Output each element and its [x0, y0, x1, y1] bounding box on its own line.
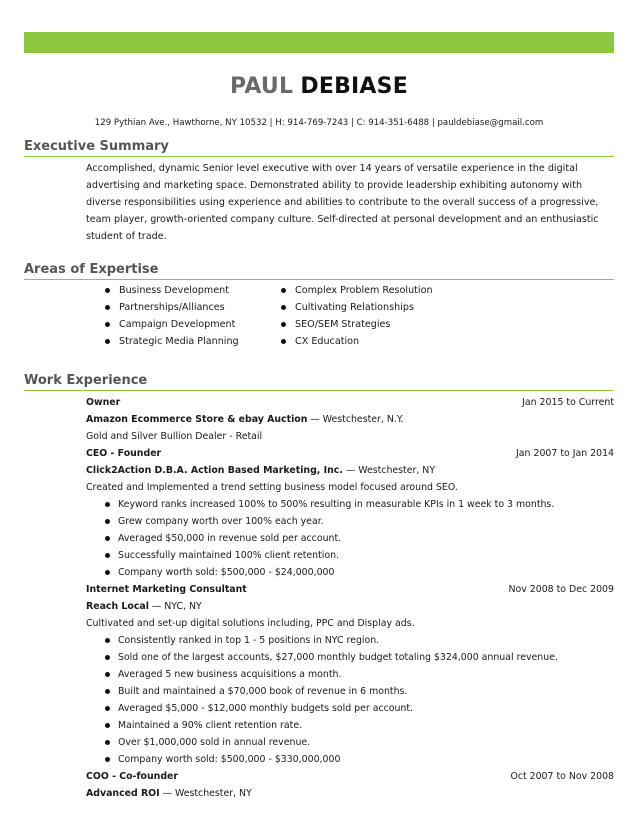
bullet-icon: [105, 672, 110, 677]
achievement-item: [105, 683, 614, 700]
job-company-row: [86, 598, 614, 615]
executive-summary: [86, 160, 612, 245]
bullet-icon: [105, 757, 110, 762]
bullet-icon: [105, 723, 110, 728]
bullet-icon: [105, 288, 110, 293]
achievement-text: Successfully maintained 100% client retention.: [118, 550, 340, 561]
company-location: NYC, NY: [164, 601, 202, 612]
bullet-icon: [281, 305, 286, 310]
achievement-item: [105, 700, 614, 717]
job-dates: Oct 2007 to Nov 2008: [510, 771, 614, 782]
achievement-text: Keyword ranks increased 100% to 500% resulting in measurable KPIs in 1 week to 3 months.: [118, 499, 555, 510]
company-name: Advanced ROI: [86, 788, 160, 799]
section-rule: [24, 279, 614, 280]
achievement-text: Maintained a 90% client retention rate.: [118, 720, 303, 731]
expertise-item: [105, 316, 239, 333]
section-title-summary: Executive Summary: [24, 139, 169, 154]
expertise-item: [281, 299, 433, 316]
job-title-row: [86, 768, 614, 785]
achievement-text: Consistently ranked in top 1 - 5 positions in NYC region.: [118, 635, 380, 646]
job-dates: Nov 2008 to Dec 2009: [508, 584, 614, 595]
company-location: Westchester, NY: [358, 465, 436, 476]
expertise-label: Complex Problem Resolution: [295, 285, 433, 296]
achievement-text: Company worth sold: $500,000 - $24,000,000: [118, 567, 335, 578]
bullet-icon: [105, 706, 110, 711]
expertise-label: Business Development: [119, 285, 229, 296]
company-location: Westchester, N.Y.: [322, 414, 404, 425]
achievement-item: [105, 717, 614, 734]
job-dates: Jan 2007 to Jan 2014: [516, 448, 614, 459]
summary-line: team player, growth-oriented company culture. Self-directed at personal development and an enthusiastic: [86, 214, 599, 225]
achievement-item: [105, 530, 614, 547]
bullet-icon: [105, 570, 110, 575]
achievement-text: Averaged $50,000 in revenue sold per account.: [118, 533, 342, 544]
bullet-icon: [105, 689, 110, 694]
job-title: COO - Co-founder: [86, 771, 179, 782]
job-company-row: [86, 411, 614, 428]
achievement-item: [105, 649, 614, 666]
section-rule: [24, 156, 614, 157]
achievement-text: Built and maintained a $70,000 book of revenue in 6 months.: [118, 686, 408, 697]
expertise-list-left: [105, 282, 239, 350]
achievement-item: [105, 564, 614, 581]
bullet-icon: [105, 322, 110, 327]
job-description: Cultivated and set-up digital solutions including, PPC and Display ads.: [86, 618, 415, 629]
job-title: Owner: [86, 397, 121, 408]
expertise-item: [281, 316, 433, 333]
expertise-item: [105, 282, 239, 299]
bullet-icon: [105, 655, 110, 660]
job-title-row: [86, 581, 614, 598]
bullet-icon: [281, 339, 286, 344]
achievement-text: Averaged 5 new business acquisitions a month.: [118, 669, 342, 680]
achievement-text: Sold one of the largest accounts, $27,000 monthly budget totaling $324,000 annual revenue.: [118, 652, 558, 663]
accent-bar: [24, 32, 614, 53]
first-name: PAUL: [230, 74, 294, 99]
candidate-name: [0, 72, 638, 102]
summary-line: student of trade.: [86, 231, 167, 242]
contact-info: 129 Pythian Ave., Hawthorne, NY 10532 | H: 914-769-7243 | C: 914-351-6488 | pauldebiase@gmail.com: [94, 118, 544, 128]
expertise-label: Campaign Development: [119, 319, 236, 330]
summary-line: advertising and marketing space. Demonstrated ability to provide leadership exhibiting autonomy with: [86, 180, 583, 191]
bullet-icon: [105, 553, 110, 558]
achievement-item: [105, 547, 614, 564]
job-title-row: [86, 445, 614, 462]
expertise-item: [105, 333, 239, 350]
section-title-expertise: Areas of Expertise: [24, 262, 159, 277]
expertise-item: [281, 333, 433, 350]
job-dates: Jan 2015 to Current: [522, 397, 614, 408]
expertise-label: Cultivating Relationships: [295, 302, 414, 313]
dash-separator: —: [151, 601, 162, 612]
dash-separator: —: [310, 414, 320, 425]
achievement-text: Over $1,000,000 sold in annual revenue.: [118, 737, 311, 748]
bullet-icon: [105, 502, 110, 507]
company-location: Westchester, NY: [175, 788, 252, 799]
company-name: Amazon Ecommerce Store & ebay Auction: [86, 414, 308, 425]
dash-separator: —: [162, 788, 173, 799]
achievement-item: [105, 496, 614, 513]
expertise-list-right: [281, 282, 433, 350]
bullet-icon: [105, 519, 110, 524]
job-description: Created and Implemented a trend setting business model focused around SEO.: [86, 482, 458, 493]
job-description: Gold and Silver Bullion Dealer - Retail: [86, 431, 263, 442]
bullet-icon: [105, 638, 110, 643]
last-name: DEBIASE: [300, 74, 408, 99]
company-name: Click2Action D.B.A. Action Based Marketing, Inc.: [86, 465, 343, 476]
expertise-item: [105, 299, 239, 316]
bullet-icon: [281, 288, 286, 293]
achievement-item: [105, 632, 614, 649]
summary-line: diverse responsibilities using experience and abilities to contribute to the overall success of a progressive,: [86, 197, 599, 208]
job-company-row: [86, 785, 614, 802]
bullet-icon: [105, 339, 110, 344]
job-title: CEO - Founder: [86, 448, 162, 459]
section-title-work: Work Experience: [24, 373, 148, 388]
achievement-item: [105, 513, 614, 530]
expertise-label: CX Education: [295, 336, 360, 347]
summary-line: Accomplished, dynamic Senior level executive with over 14 years of versatile experience in the digital: [86, 163, 578, 174]
expertise-label: SEO/SEM Strategies: [295, 319, 391, 330]
section-rule: [24, 390, 614, 391]
dash-separator: —: [345, 465, 356, 476]
achievement-item: [105, 666, 614, 683]
achievement-text: Company worth sold: $500,000 - $330,000,000: [118, 754, 341, 765]
job-title-row: [86, 394, 614, 411]
job-company-row: [86, 462, 614, 479]
company-name: Reach Local: [86, 601, 149, 612]
achievement-text: Grew company worth over 100% each year.: [118, 516, 324, 527]
bullet-icon: [105, 536, 110, 541]
achievement-text: Averaged $5,000 - $12,000 monthly budgets sold per account.: [118, 703, 414, 714]
expertise-label: Partnerships/Alliances: [119, 302, 225, 313]
bullet-icon: [281, 322, 286, 327]
bullet-icon: [105, 740, 110, 745]
expertise-item: [281, 282, 433, 299]
job-title: Internet Marketing Consultant: [86, 584, 247, 595]
achievement-item: [105, 734, 614, 751]
achievement-item: [105, 751, 614, 768]
expertise-label: Strategic Media Planning: [119, 336, 239, 347]
bullet-icon: [105, 305, 110, 310]
